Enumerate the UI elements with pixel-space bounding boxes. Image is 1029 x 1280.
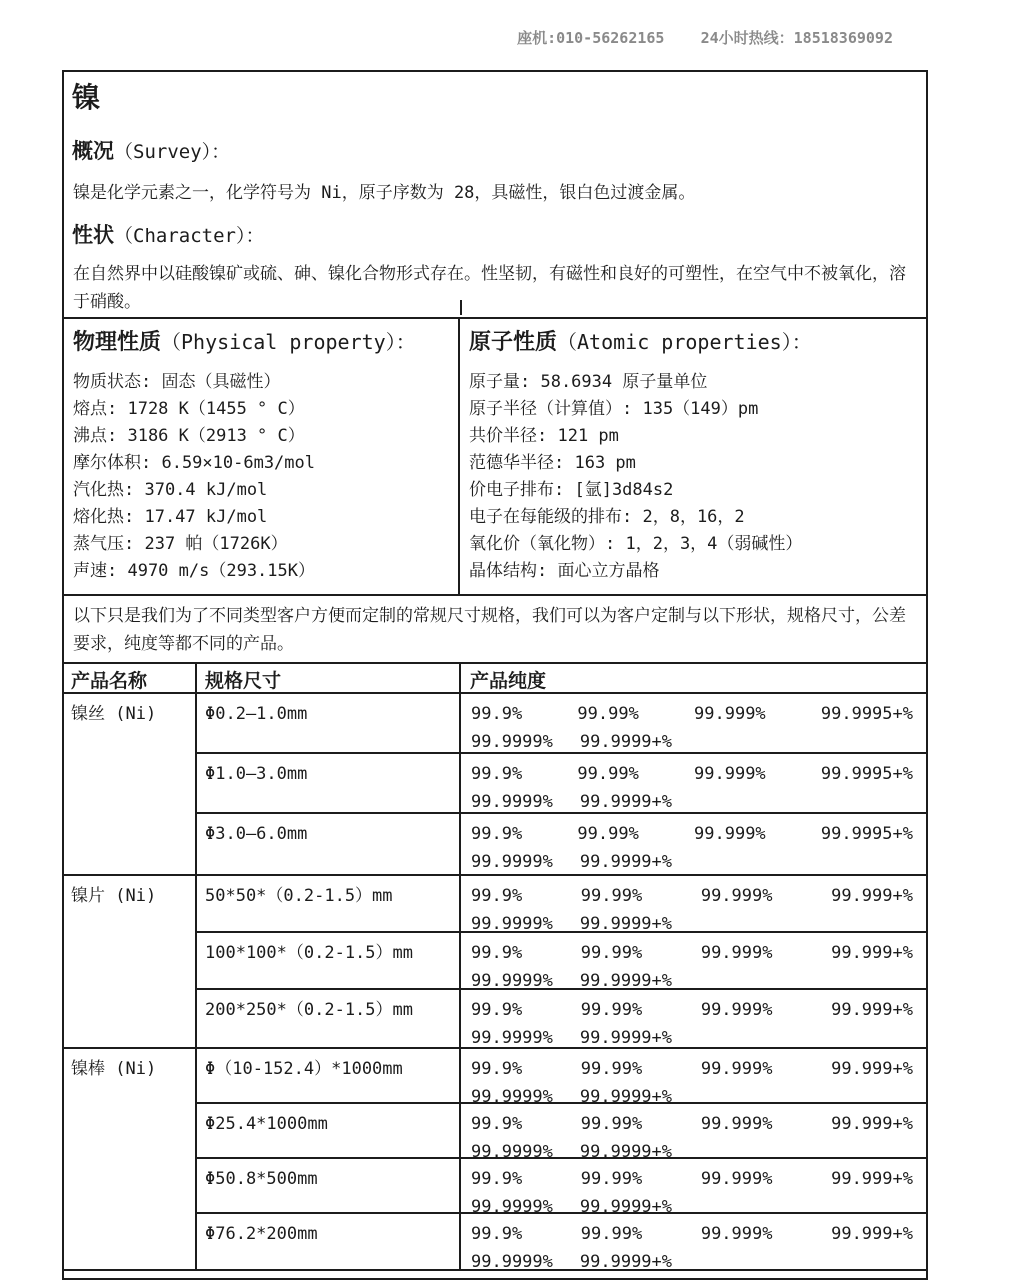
spec-cell: Φ50.8*500mm [197,1159,461,1212]
atomic-heading [469,327,926,359]
survey-heading-zh: 概况 [72,139,114,163]
purity-value: 99.9999+% [579,914,673,934]
product-group [64,876,926,1049]
purity-cell [461,814,926,874]
product-group [64,694,926,876]
purity-line-1 [471,700,913,728]
purity-value: 99.9999% [471,852,553,872]
physical-property-item: 物质状态: 固态（具磁性） [73,372,281,392]
product-group-rows [197,694,926,874]
document-frame [62,70,928,1280]
purity-value: 99.999% [700,1000,773,1020]
physical-heading-en: （Physical property）： [161,330,416,354]
purity-value: 99.9999+% [579,1142,673,1162]
atomic-heading-zh: 原子性质 [469,330,558,355]
purity-value: 99.9995+% [820,704,913,724]
purity-value: 99.999% [694,824,766,844]
atomic-properties-list [460,369,926,585]
atomic-property-item: 晶体结构: 面心立方晶格 [469,561,660,581]
purity-value: 99.99% [580,1000,643,1020]
physical-heading-zh: 物理性质 [73,330,162,355]
product-group-rows [197,876,926,1047]
purity-value: 99.99% [580,886,643,906]
spec-row [197,1104,926,1162]
purity-line-1 [471,1220,913,1248]
purity-value: 99.9999+% [579,852,673,872]
physical-heading [73,327,458,359]
spec-cell: 50*50*（0.2-1.5）mm [197,876,461,931]
purity-value: 99.9% [471,1114,523,1134]
products-table-header [64,662,926,694]
spec-row [197,990,926,1047]
spec-cell: 200*250*（0.2-1.5）mm [197,990,461,1047]
purity-value: 99.999+% [831,943,913,963]
purity-value: 99.9999% [471,971,553,991]
divider-stub [460,300,462,315]
purity-line-2 [471,788,913,816]
page-title: 镍 [72,81,101,114]
purity-cell [461,876,926,934]
purity-value: 99.9% [471,1224,523,1244]
purity-value: 99.9% [471,943,523,963]
purity-value: 99.999% [694,764,766,784]
purity-line-2 [471,848,913,876]
atomic-property-item: 价电子排布: [氩]3d84s2 [469,480,674,500]
products-table-body [64,694,926,1271]
purity-value: 99.999% [700,886,773,906]
purity-line-1 [471,939,913,967]
purity-value: 99.9999+% [579,971,673,991]
purity-cell [461,990,926,1047]
purity-value: 99.99% [577,764,639,784]
purity-value: 99.999% [700,1224,773,1244]
character-heading-en: （Character）： [114,225,265,247]
purity-value: 99.9995+% [820,764,913,784]
custom-note: 以下只是我们为了不同类型客户方便而定制的常规尺寸规格，我们可以为客户定制与以下形状，规格尺寸，公差要求，纯度等都不同的产品。 [73,606,906,654]
purity-value: 99.9999+% [579,1252,673,1272]
purity-value: 99.9995+% [820,824,913,844]
atomic-property-item: 原子半径（计算值）: 135（149）pm [469,399,759,419]
physical-properties-list [64,369,458,585]
product-name-cell: 镍丝 (Ni) [64,694,197,874]
purity-value: 99.9% [471,886,523,906]
purity-value: 99.99% [580,1059,643,1079]
spec-cell: Φ1.0—3.0mm [197,754,461,812]
purity-value: 99.9% [471,1000,523,1020]
header-product-name: 产品名称 [64,664,197,692]
atomic-property-item: 共价半径: 121 pm [469,426,619,446]
purity-value: 99.9999+% [579,1197,673,1217]
purity-value: 99.99% [577,704,639,724]
spec-row [197,754,926,814]
product-group-rows [197,1049,926,1272]
product-name-cell: 镍片 (Ni) [64,876,197,1047]
products-table [64,662,926,1271]
purity-value: 99.99% [580,1224,643,1244]
spec-cell: Φ25.4*1000mm [197,1104,461,1157]
atomic-property-item: 电子在每能级的排布: 2，8，16，2 [469,507,745,527]
physical-property-item: 熔化热: 17.47 kJ/mol [73,507,268,527]
physical-property-item: 沸点: 3186 K（2913 ° C） [73,426,305,446]
purity-value: 99.99% [577,824,639,844]
purity-value: 99.9999+% [579,792,673,812]
purity-value: 99.99% [580,943,643,963]
purity-line-1 [471,996,913,1024]
physical-properties-cell [64,319,460,594]
product-group [64,1049,926,1271]
purity-value: 99.999% [694,704,766,724]
character-heading [72,220,926,250]
purity-line-2 [471,728,913,756]
spec-row [197,1049,926,1107]
properties-section [64,317,926,596]
physical-property-item: 汽化热: 370.4 kJ/mol [73,480,268,500]
purity-value: 99.9999+% [579,1087,673,1107]
purity-value: 99.9999% [471,792,553,812]
purity-value: 99.999+% [831,886,913,906]
physical-property-item: 声速: 4970 m/s（293.15K） [73,561,315,581]
purity-value: 99.9% [471,1169,523,1189]
purity-value: 99.999% [700,1169,773,1189]
physical-property-item: 摩尔体积: 6.59×10-6m3/mol [73,453,315,473]
purity-cell [461,1049,926,1107]
purity-value: 99.999+% [831,1000,913,1020]
purity-value: 99.9% [471,704,523,724]
purity-cell [461,1214,926,1272]
purity-cell [461,933,926,991]
purity-value: 99.9% [471,824,523,844]
purity-value: 99.9999+% [579,1028,673,1048]
header-purity: 产品纯度 [470,670,547,692]
spec-cell: Φ（10-152.4）*1000mm [197,1049,461,1102]
header-spec-size: 规格尺寸 [197,664,461,692]
spec-cell: Φ3.0—6.0mm [197,814,461,874]
physical-property-item: 熔点: 1728 K（1455 ° C） [73,399,305,419]
purity-value: 99.999% [700,1114,773,1134]
purity-line-2 [471,1248,913,1276]
spec-cell: Φ76.2*200mm [197,1214,461,1269]
purity-value: 99.9999% [471,1142,553,1162]
purity-cell [461,1159,926,1217]
spec-row [197,1159,926,1217]
atomic-property-item: 范德华半径: 163 pm [469,453,636,473]
character-heading-zh: 性状 [72,223,114,247]
purity-value: 99.999% [700,1059,773,1079]
physical-property-item: 蒸气压: 237 帕（1726K） [73,534,288,554]
purity-value: 99.9999% [471,1087,553,1107]
purity-cell [461,754,926,812]
atomic-properties-cell [460,319,926,594]
purity-value: 99.999+% [831,1169,913,1189]
atomic-property-item: 氧化价（氧化物）: 1，2，3，4（弱碱性） [469,534,803,554]
purity-value: 99.9999% [471,914,553,934]
survey-text: 镍是化学元素之一，化学符号为 Ni，原子序数为 28，具磁性，银白色过渡金属。 [73,183,696,203]
product-name-cell: 镍棒 (Ni) [64,1049,197,1269]
purity-cell [461,694,926,752]
purity-line-1 [471,820,913,848]
purity-line-1 [471,882,913,910]
purity-value: 99.9999% [471,1197,553,1217]
purity-value: 99.999+% [831,1059,913,1079]
purity-line-1 [471,1165,913,1193]
spec-cell: 100*100*（0.2-1.5）mm [197,933,461,988]
contact-header: 座机:010-56262165 24小时热线：18518369092 [517,29,893,47]
purity-line-1 [471,1110,913,1138]
purity-value: 99.9999+% [579,732,673,752]
purity-value: 99.9999% [471,1028,553,1048]
purity-value: 99.9999% [471,732,553,752]
purity-line-1 [471,760,913,788]
atomic-property-item: 原子量: 58.6934 原子量单位 [469,372,708,392]
spec-row [197,814,926,874]
purity-value: 99.999+% [831,1114,913,1134]
purity-value: 99.9% [471,764,523,784]
purity-value: 99.9999% [471,1252,553,1272]
character-text: 在自然界中以硅酸镍矿或硫、砷、镍化合物形式存在。性坚韧，有磁性和良好的可塑性，在空气中不被氧化，溶于硝酸。 [73,264,906,312]
spec-row [197,876,926,933]
spec-row [197,933,926,990]
survey-heading-en: （Survey）： [114,141,231,163]
purity-value: 99.999+% [831,1224,913,1244]
spec-cell: Φ0.2—1.0mm [197,694,461,752]
purity-value: 99.99% [580,1114,643,1134]
purity-line-1 [471,1055,913,1083]
spec-row [197,694,926,754]
purity-value: 99.9% [471,1059,523,1079]
purity-cell [461,1104,926,1162]
spec-row [197,1214,926,1272]
purity-value: 99.999% [700,943,773,963]
atomic-heading-en: （Atomic properties）： [557,330,812,354]
survey-heading [72,136,926,166]
purity-line-2 [471,1024,913,1052]
purity-value: 99.99% [580,1169,643,1189]
